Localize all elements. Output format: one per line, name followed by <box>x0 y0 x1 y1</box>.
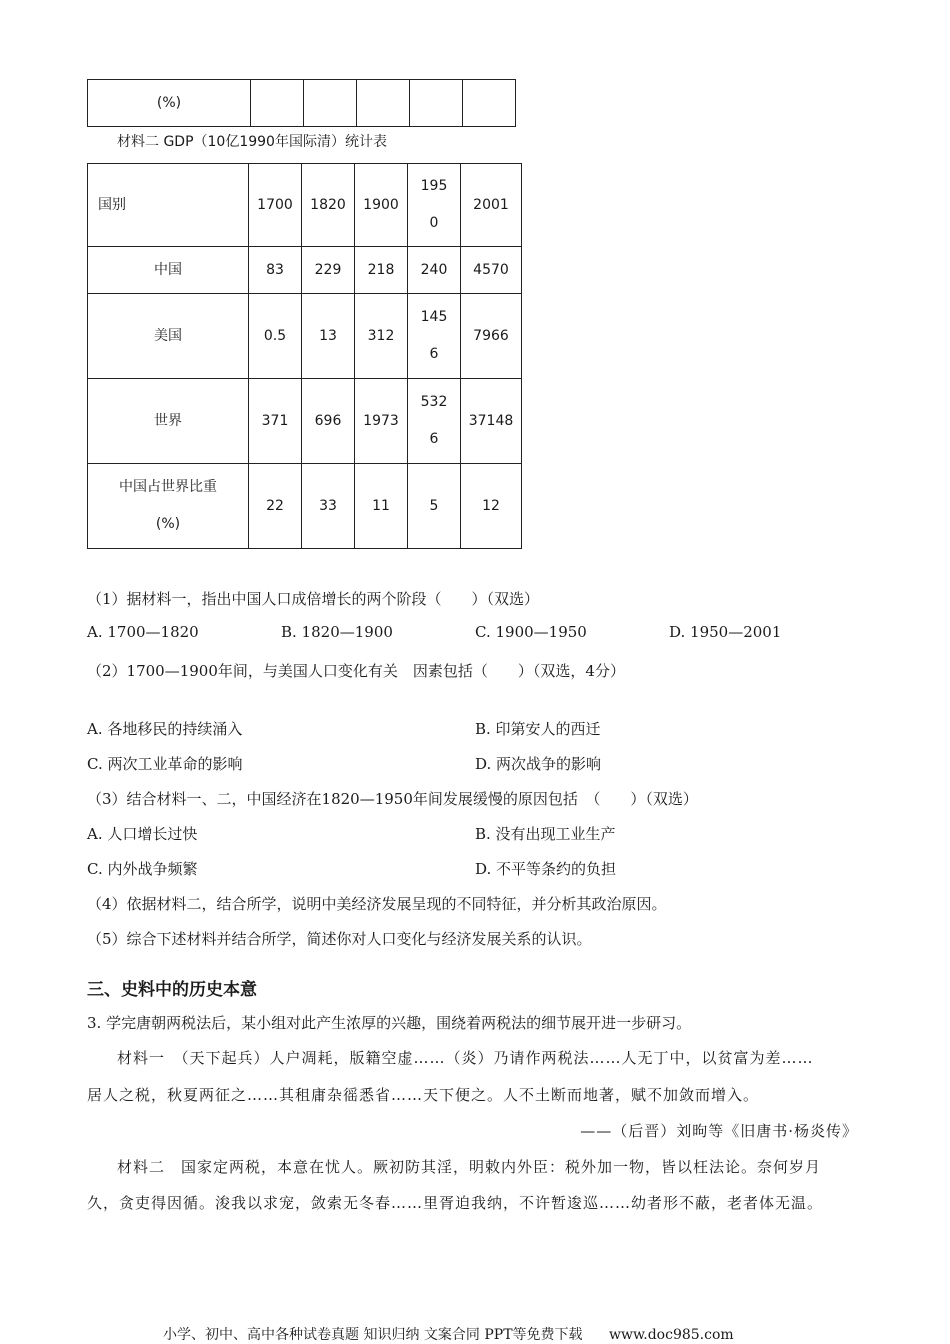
footer-text <box>163 1324 734 1344</box>
header-label: 国别 <box>88 164 249 247</box>
section-heading: 三、史料中的历史本意 <box>87 980 257 1000</box>
row-value: 37148 <box>461 379 522 464</box>
option: D. 不平等条约的负担 <box>475 860 617 878</box>
option: B. 印第安人的西迁 <box>475 720 601 738</box>
row-value: 33 <box>302 464 355 549</box>
table-cell <box>463 80 516 127</box>
question-2-stem: （2）1700—1900年间，与美国人口变化有关 因素包括（ ）（双选，4分） <box>87 662 625 680</box>
option: A. 各地移民的持续涌入 <box>87 720 243 738</box>
question-1-stem: （1）据材料一，指出中国人口成倍增长的两个阶段（ ）（双选） <box>87 590 540 608</box>
row-value: 240 <box>408 247 461 294</box>
population-table-tail <box>87 79 516 127</box>
table-cell <box>410 80 463 127</box>
row-label: 世界 <box>88 379 249 464</box>
question-3-stem: （3）结合材料一、二，中国经济在1820—1950年间发展缓慢的原因包括 （ ）（双选） <box>87 790 698 808</box>
table-row <box>88 379 522 464</box>
table-cell <box>251 80 304 127</box>
option: C. 两次工业革命的影响 <box>87 755 243 773</box>
row-value: 11 <box>355 464 408 549</box>
row-value: 696 <box>302 379 355 464</box>
table-cell <box>357 80 410 127</box>
row-value: 22 <box>249 464 302 549</box>
option: C. 1900—1950 <box>475 623 587 641</box>
header-year: 2001 <box>461 164 522 247</box>
question-4: （4）依据材料二，结合所学，说明中美经济发展呈现的不同特征，并分析其政治原因。 <box>87 895 667 913</box>
row-value: 532 6 <box>408 379 461 464</box>
table-cell-label: (%) <box>88 80 251 127</box>
row-value: 371 <box>249 379 302 464</box>
option: B. 没有出现工业生产 <box>475 825 616 843</box>
row-value: 1973 <box>355 379 408 464</box>
header-year: 1900 <box>355 164 408 247</box>
table-row <box>88 164 522 247</box>
footer-url[interactable]: www.doc985.com <box>608 1327 734 1343</box>
row-value: 0.5 <box>249 294 302 379</box>
row-value: 7966 <box>461 294 522 379</box>
table-row <box>88 247 522 294</box>
option: B. 1820—1900 <box>281 623 393 641</box>
table-row <box>88 294 522 379</box>
source-1-citation: ——（后晋）刘昫等《旧唐书·杨炎传》 <box>580 1122 858 1140</box>
option: D. 1950—2001 <box>669 623 782 641</box>
header-year: 1700 <box>249 164 302 247</box>
source-2-line-1: 材料二 国家定两税，本意在忧人。厥初防其淫，明敕内外臣：税外加一物，皆以枉法论。奈何岁月 <box>117 1158 822 1176</box>
row-value: 83 <box>249 247 302 294</box>
gdp-table <box>87 163 522 549</box>
row-value: 229 <box>302 247 355 294</box>
question-5: （5）综合下述材料并结合所学，简述你对人口变化与经济发展关系的认识。 <box>87 930 592 948</box>
option: A. 人口增长过快 <box>87 825 198 843</box>
row-value: 5 <box>408 464 461 549</box>
row-value: 12 <box>461 464 522 549</box>
source-1-line-2: 居人之税，秋夏两征之……其租庸杂徭悉省……天下便之。人不土断而地著，赋不加敛而增入。 <box>87 1086 760 1104</box>
table-row <box>88 464 522 549</box>
footer-promo: 小学、初中、高中各种试卷真题 知识归纳 文案合同 PPT等免费下载 <box>163 1327 583 1343</box>
source-1-line-1: 材料一 （天下起兵）人户凋耗，版籍空虚……（炎）乃请作两税法……人无丁中，以贫富为差…… <box>117 1049 814 1067</box>
row-value: 4570 <box>461 247 522 294</box>
row-value: 145 6 <box>408 294 461 379</box>
option: D. 两次战争的影响 <box>475 755 602 773</box>
row-label: 美国 <box>88 294 249 379</box>
material2-caption: 材料二 GDP（10亿1990年国际清）统计表 <box>117 134 387 150</box>
row-value: 218 <box>355 247 408 294</box>
row-label: 中国 <box>88 247 249 294</box>
question-3-intro: 3. 学完唐朝两税法后，某小组对此产生浓厚的兴趣，围绕着两税法的细节展开进一步研习。 <box>87 1014 692 1032</box>
header-year: 1820 <box>302 164 355 247</box>
source-2-line-2: 久，贪吏得因循。浚我以求宠，敛索无冬春……里胥迫我纳，不许暂逡巡……幼者形不蔽，老者体无温。 <box>87 1194 824 1212</box>
row-label: 中国占世界比重 (%) <box>88 464 249 549</box>
option: A. 1700—1820 <box>87 623 199 641</box>
header-year: 195 0 <box>408 164 461 247</box>
option: C. 内外战争频繁 <box>87 860 198 878</box>
table-cell <box>304 80 357 127</box>
row-value: 13 <box>302 294 355 379</box>
row-value: 312 <box>355 294 408 379</box>
